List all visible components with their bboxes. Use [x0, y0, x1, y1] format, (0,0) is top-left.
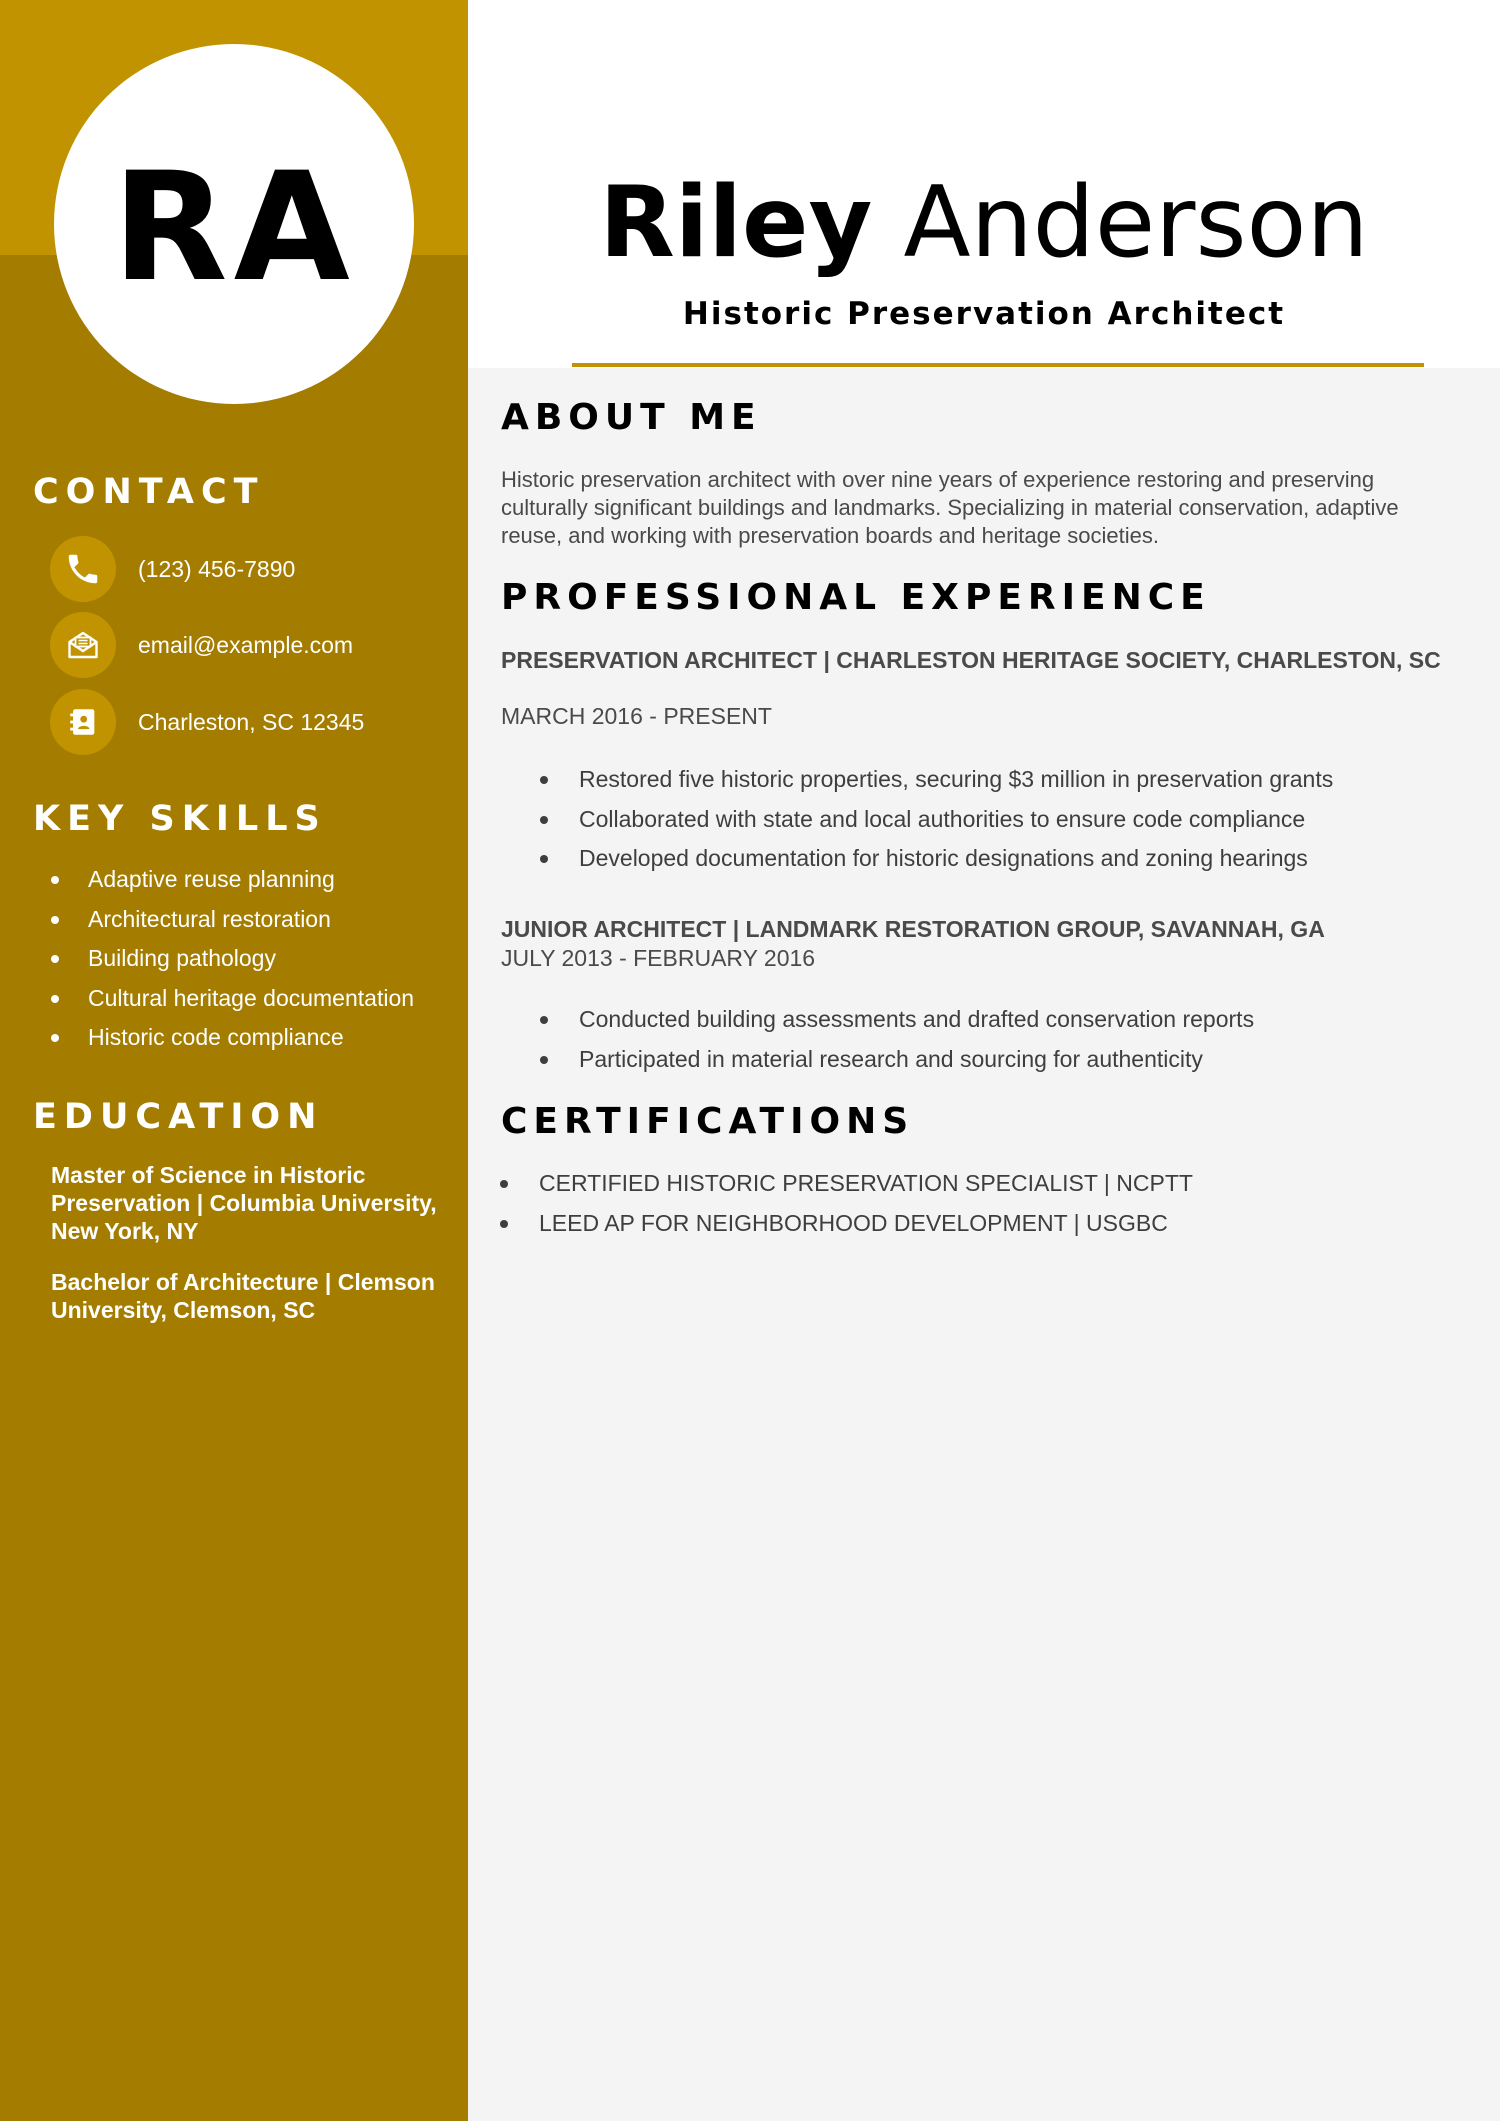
certification-item: CERTIFIED HISTORIC PRESERVATION SPECIALIST | NCPTT: [500, 1164, 1193, 1204]
contact-email-row: [50, 612, 353, 678]
education-item: Bachelor of Architecture | Clemson University, Clemson, SC: [51, 1269, 435, 1323]
job-bullet: Developed documentation for historic designations and zoning hearings: [540, 839, 1333, 879]
education-heading: EDUCATION: [33, 1097, 324, 1137]
about-heading: ABOUT ME: [501, 397, 762, 438]
contact-phone[interactable]: (123) 456-7890: [138, 555, 296, 582]
skill-item: Building pathology: [48, 939, 414, 979]
monogram-initials: RA: [112, 141, 356, 315]
skill-item: Adaptive reuse planning: [48, 860, 414, 900]
job-title-line: JUNIOR ARCHITECT | LANDMARK RESTORATION GROUP, SAVANNAH, GA: [501, 916, 1325, 942]
skills-heading: KEY SKILLS: [33, 799, 327, 839]
job-bullet: Conducted building assessments and drafted conservation reports: [540, 1000, 1254, 1040]
envelope-icon: [50, 612, 116, 678]
education-item: Master of Science in Historic Preservation | Columbia University, New York, NY: [51, 1162, 437, 1244]
phone-icon: [50, 536, 116, 602]
header-divider: [572, 363, 1424, 367]
sidebar: [0, 0, 468, 2121]
skills-list: [48, 860, 414, 1058]
job-bullets: [540, 760, 1333, 879]
skill-item: Historic code compliance: [48, 1018, 414, 1058]
contact-email[interactable]: email@example.com: [138, 631, 354, 658]
job-bullet: Collaborated with state and local authorities to ensure code compliance: [540, 800, 1333, 840]
certifications-heading: CERTIFICATIONS: [501, 1101, 915, 1142]
contact-address-row: [50, 689, 364, 755]
contact-heading: CONTACT: [33, 472, 265, 512]
address-card-icon: [50, 689, 116, 755]
contact-phone-row: [50, 536, 295, 602]
job-bullet: Participated in material research and sourcing for authenticity: [540, 1040, 1254, 1080]
resume-header: [468, 0, 1500, 368]
last-name: Anderson: [903, 166, 1369, 280]
job-bullets: [540, 1000, 1254, 1079]
skill-item: Architectural restoration: [48, 900, 414, 940]
job-title-line: PRESERVATION ARCHITECT | CHARLESTON HERITAGE SOCIETY, CHARLESTON, SC: [501, 647, 1441, 673]
job-dates: JULY 2013 - FEBRUARY 2016: [501, 945, 816, 971]
job-title: Historic Preservation Architect: [682, 296, 1286, 332]
full-name: [468, 168, 1500, 278]
job-bullet: Restored five historic properties, securing $3 million in preservation grants: [540, 760, 1333, 800]
certifications-list: [500, 1164, 1193, 1243]
contact-address: Charleston, SC 12345: [138, 708, 365, 735]
experience-heading: PROFESSIONAL EXPERIENCE: [501, 577, 1211, 618]
monogram-badge: [54, 44, 414, 404]
certification-item: LEED AP FOR NEIGHBORHOOD DEVELOPMENT | USGBC: [500, 1204, 1193, 1244]
about-text: Historic preservation architect with over nine years of experience restoring and preserving culturally significant buildings and landmarks. Specializing in material conservation, adaptive reuse, and working with preservation boards and heritage societies.: [501, 467, 1399, 548]
job-dates: MARCH 2016 - PRESENT: [501, 703, 772, 729]
first-name: Riley: [599, 166, 873, 280]
skill-item: Cultural heritage documentation: [48, 979, 414, 1019]
